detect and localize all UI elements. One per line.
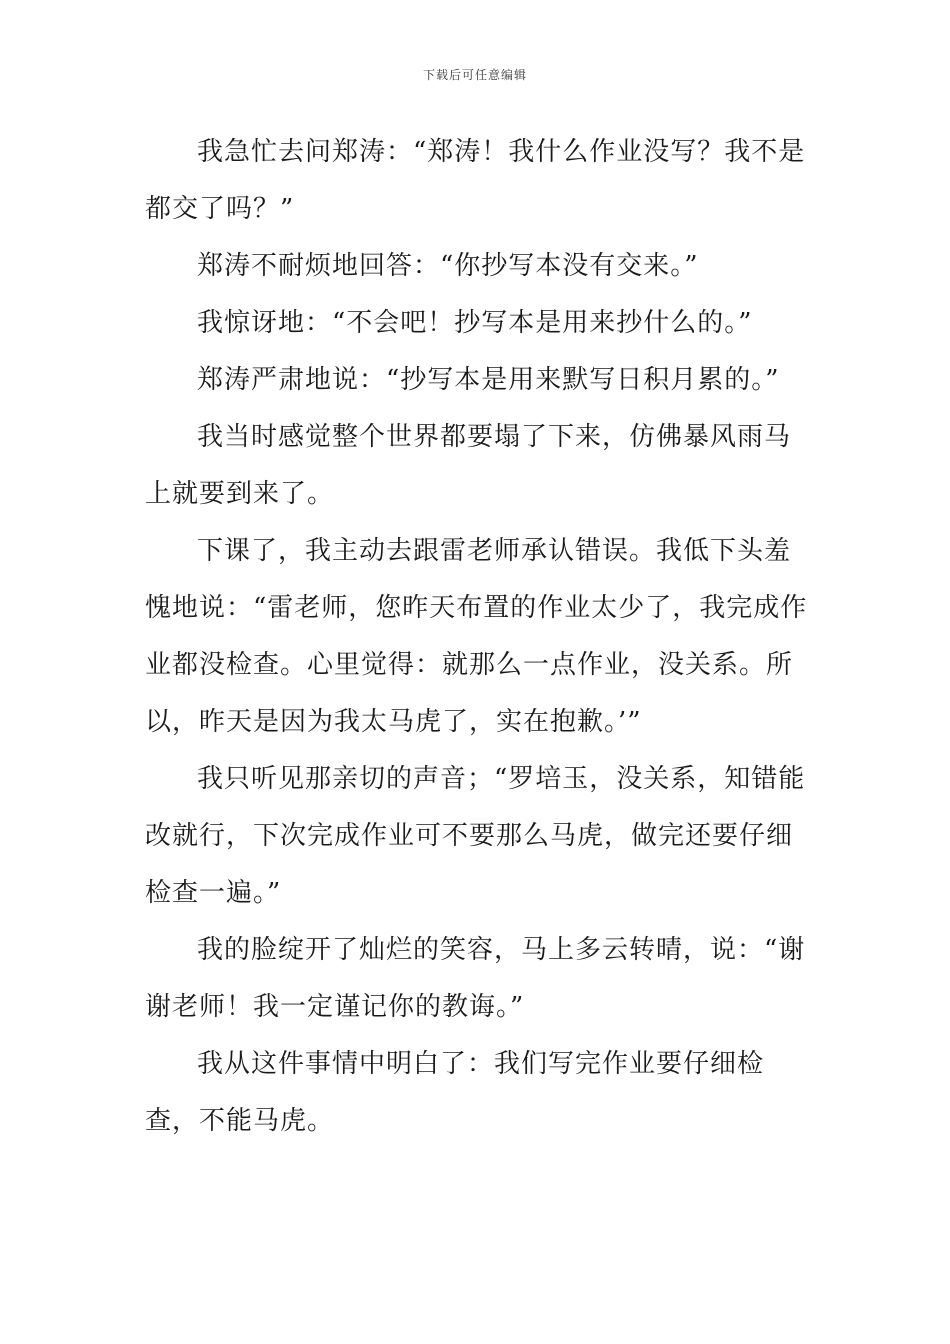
paragraph-5: 我当时感觉整个世界都要塌了下来，仿佛暴风雨马上就要到来了。 [145,422,792,509]
paragraph-7: 我只听见那亲切的声音；“罗培玉，没关系，知错能改就行，下次完成作业可不要那么马虎，做完还要仔细检查一遍。” [145,764,806,908]
page-header: 下载后可任意编辑 [422,68,527,82]
paragraph-1: 我急忙去问郑涛：“郑涛！我什么作业没写？我不是都交了吗？” [145,137,806,224]
paragraph-6: 下课了，我主动去跟雷老师承认错误。我低下头羞愧地说：“雷老师，您昨天布置的作业太少了，我完成作业都没检查。心里觉得：就那么一点作业，没关系。所以，昨天是因为我太马虎了，实在抱歉。’” [145,536,808,737]
document-body [145,124,810,1150]
paragraph-4: 郑涛严肃地说：“抄写本是用来默写日积月累的。” [197,365,780,395]
paragraph-9: 我从这件事情中明白了：我们写完作业要仔细检查，不能马虎。 [145,1049,765,1136]
paragraph-8: 我的脸绽开了灿烂的笑容，马上多云转晴，说：“谢谢老师！我一定谨记你的教诲。” [145,935,806,1022]
paragraph-2: 郑涛不耐烦地回答：“你抄写本没有交来。” [197,251,699,281]
paragraph-3: 我惊讶地：“不会吧！抄写本是用来抄什么的。” [197,308,753,338]
